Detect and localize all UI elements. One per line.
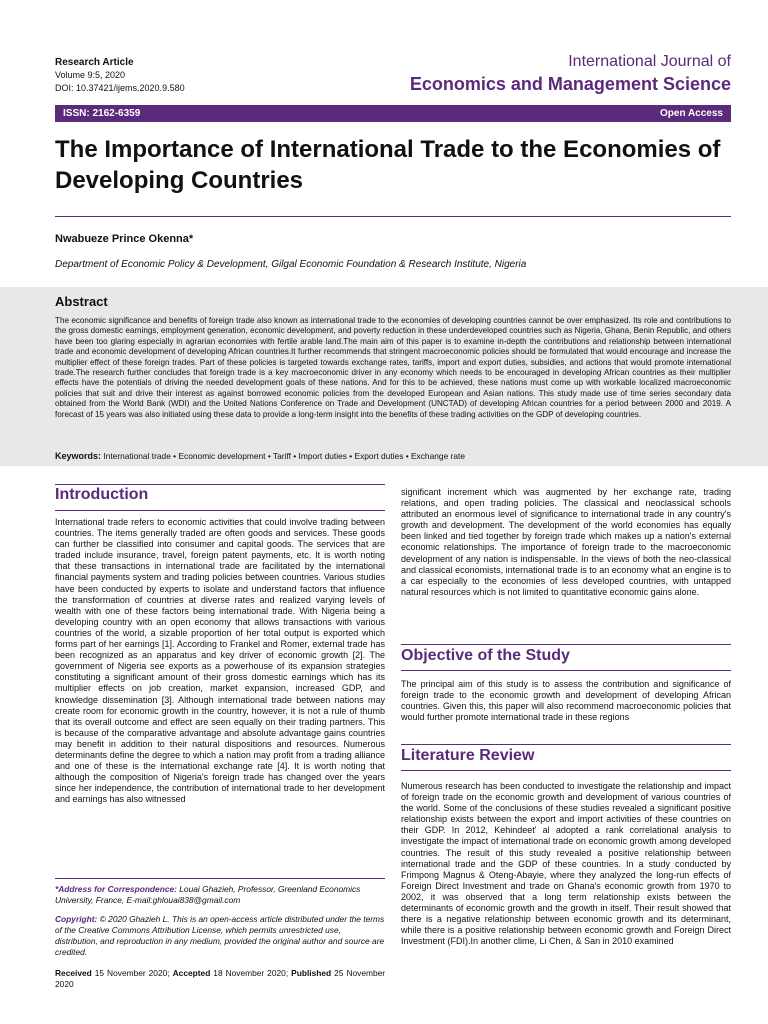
literature-review-text: Numerous research has been conducted to investigate the relationship and impact of foreign trade on the economic growth and development of various countries of the world. Some of the conclusions of these studies revealed a significant positive relationship exists between the export and import activities of these countries on their GDP. In 2012, Kehindeet' al adopted a rank correlational analysis to investigate the impact of international trade on economic growth among developed countries. The result of this study revealed a positive relationship between international trade and the GDP of these countries. In a study conducted by Frimpong Magnus & Oteng-Abayie, where they analyzed the long-run effects of Foreign Direct Investment and trade on Ghana's economic growth from 1970 to 2002, it was observed that a long term relationship exists between the determinants of economic growth and the growth in itself. Their result showed that there is a negative relationship between economic growth and its determinant, while there is a positive relationship between economic growth and Foreign Direct Investment (FDI).In another clime, Li Chen, & San in 2010 examined [401, 781, 731, 947]
keywords [55, 450, 731, 462]
accepted-date: 18 November 2020; [213, 968, 289, 978]
abstract-text: The economic significance and benefits of foreign trade also known as international trade to the economies of developing countries cannot be over emphasized. Its role and contributions to the gross domestic earnings, employment generation, economic development, and poverty reduction in these underdeveloped countries such as Nigeria, Ghana, Benin Republic, and others have been too glaring especially in agrarian economies with fertile arable land.The main aim of this paper is to examine in-depth the contributions and relationship between international trade and economic development of developing African countries.It further recommends that stringent macroeconomic policies should be formulated that would encourage and increase the multiplier effect of these foreign trades. Part of these policies is targeted towards exchange rates, tariffs, import and export duties, subsidies, and actions that would promote international trade.The research further concludes that foreign trade is a key macroeconomic driver in any economy which needs to be encouraged in developing African countries as their multiplier effects have the potentials of driving the needed development goals of these nations. And for this to be achieved, these nations must come up with workable localized macroeconomic policies that suit and drive their interest as against borrowed economic policies from the developed European and Asian nations. This study made use of time series secondary data obtained from the World Bank (WDI) and the United Nations Conference on Trade and Development (UNCTAD) of developing African countries for a period between 2000 and 2019. A forecast of 15 years was also initiated using these data to provide a long-term insight into the benefits of these trading activities on the GDP of developing countries. [55, 316, 731, 419]
objective-bottom-rule [401, 670, 731, 671]
received-date: 15 November 2020; [94, 968, 170, 978]
literature-bottom-rule [401, 770, 731, 771]
introduction-heading: Introduction [55, 486, 149, 503]
introduction-text: International trade refers to economic activities that could involve trading between countries. The items generally traded are often goods and services. These goods can further be classified into consumer and capital goods. The services that are traded include insurance, travel, foreign patent payments, etc. It is worth noting that these transactions in international trade are facilitated by the international financial payments system and trading policies between countries. Various studies have been conducted by experts to isolate and understand factors that influence the transformation of countries at diverse rates and realized varying levels of wealth with one of these factors being international trade. With Nigeria being a developing country with an open economy that allows transactions with various countries of the world, a sizable proportion of her total output is exported which forms part of her earnings [1]. According to Frankel and Romer, external trade has been recognized as an apparatus and key driver of economic growth [2]. The government of Nigeria see exports as a powerhouse of its expansion strategies constituting a significant amount of their gross domestic earnings which has its multiplier effects on job creation, market expansion, increased GDP, and knowledge dissemination [3]. Although international trade between nations may create room for economic growth in the country, however, it is not a rule of thumb that its overall outcome and effect are seen equally on their trading partners. This is because of the comparative advantage and absolute advantage gains countries may benefit in addition to their natural dispositions and resources. Numerous determinants define the degree to which a nation may profit from a trading alliance and one of these is the international exchange rate [4]. It is worth noting that although the composition of Nigeria's foreign trade has changed over the years since her independence, the contribution of international trade to her development and earnings has also witnessed [55, 517, 385, 805]
footnote-rule [55, 878, 385, 879]
literature-review-heading: Literature Review [401, 747, 535, 764]
dates-note [55, 968, 385, 990]
doi[interactable]: DOI: 10.37421/ijems.2020.9.580 [55, 83, 185, 93]
author-affiliation: Department of Economic Policy & Development, Gilgal Economic Foundation & Research Institute, Nigeria [55, 259, 527, 270]
article-type: Research Article [55, 57, 134, 68]
article-title: The Importance of International Trade to the Economies of Developing Countries [55, 136, 721, 194]
published-date: 25 November 2020 [55, 968, 386, 989]
intro-top-rule [55, 484, 385, 485]
objective-heading: Objective of the Study [401, 647, 570, 664]
copyright-text: © 2020 Ghazieh L. This is an open-access article distributed under the terms of the Creative Commons Attribution License, which permits unrestricted use, distribution, and reproduction in any medium, provided the original author and source are credited. [55, 914, 385, 957]
objective-top-rule [401, 644, 731, 645]
correspondence-note [55, 884, 385, 906]
journal-name-line2: Economics and Management Science [409, 74, 731, 94]
copyright-label: Copyright: [55, 914, 98, 924]
literature-top-rule [401, 744, 731, 745]
issn-bar [55, 105, 731, 122]
correspondence-text: Louai Ghazieh, Professor, Greenland Economics University, France, E-mail:ghlouai838@gmail.com [55, 884, 361, 905]
published-label: Published [291, 968, 332, 978]
introduction-continued-text: significant increment which was augmented by her exchange rate, trading relations, and open trading policies. The classical and neoclassical schools attributed an enormous level of significance to international trade in any country's growth and development. The development of the world economies has equally been linked and tied together by foreign trade which makes up a nation's external economic relationships. The importance of foreign trade to the macroeconomic development of any nation is indispensable. In the views of both the neo-classical and classical economists, international trade is to an economy what an engine is to a car especially to the economies of less developed countries, with untapped natural resources which is not limited to quantitative economic gains alone. [401, 487, 731, 597]
keywords-list: International trade • Economic development • Tariff • Import duties • Export duties • Exchange rate [103, 451, 465, 461]
objective-text: The principal aim of this study is to assess the contribution and significance of foreign trade to the economic growth and development of developing African countries. Given this, this paper will also recommend macroeconomic policies that would further promote international trade in these regions [401, 679, 731, 723]
keywords-label: Keywords: [55, 451, 102, 461]
correspondence-label: *Address for Correspondence: [55, 884, 177, 894]
abstract-heading: Abstract [55, 294, 108, 309]
received-label: Received [55, 968, 92, 978]
journal-name [410, 52, 731, 96]
journal-name-line1: International Journal of [568, 53, 731, 70]
intro-bottom-rule [55, 510, 385, 511]
title-divider [55, 216, 731, 217]
article-meta [55, 56, 185, 95]
author-name: Nwabueze Prince Okenna* [55, 233, 194, 245]
open-access-label: Open Access [660, 108, 723, 119]
issn: ISSN: 2162-6359 [63, 108, 141, 119]
copyright-note [55, 914, 385, 958]
accepted-label: Accepted [172, 968, 211, 978]
volume: Volume 9:5, 2020 [55, 70, 126, 80]
